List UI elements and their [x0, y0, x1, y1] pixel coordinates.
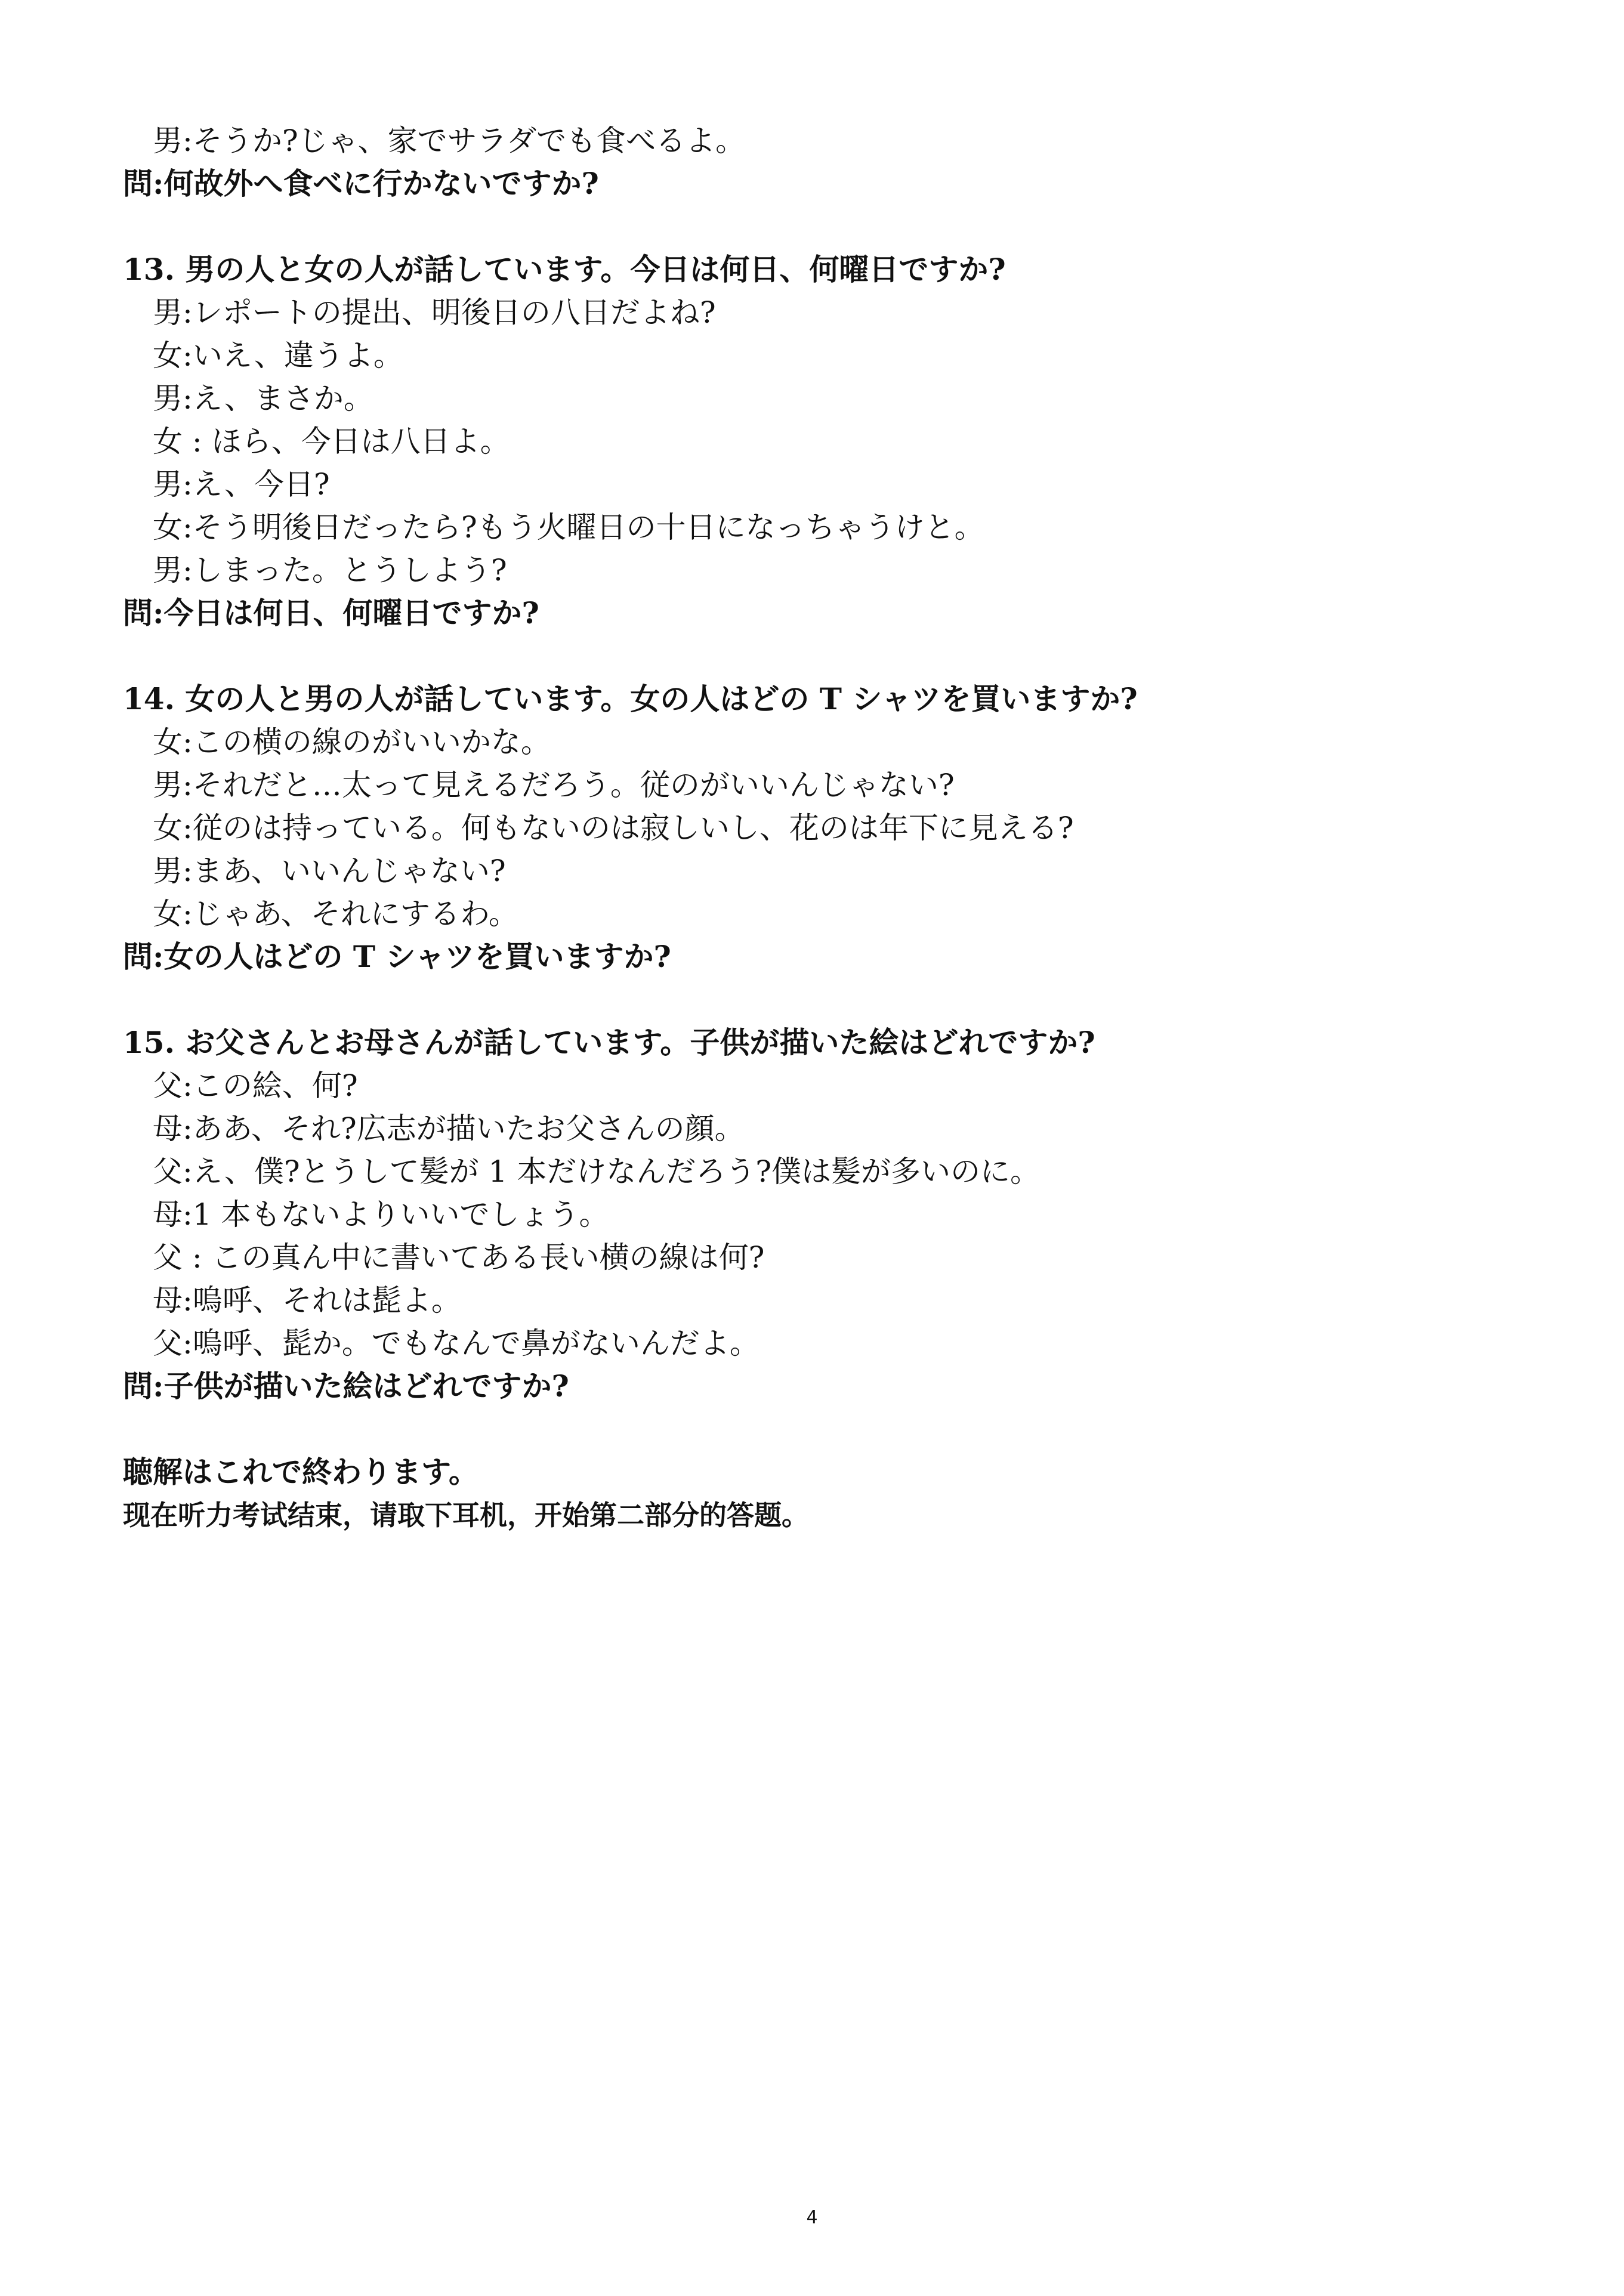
- dialogue-line: 母:ああ、それ?広志が描いたお父さんの顔。: [153, 1111, 745, 1146]
- spacer: [123, 1408, 1495, 1451]
- page-number: 4: [806, 2207, 818, 2228]
- q15-question: 問:子供が描いた絵はどれですか?: [123, 1368, 569, 1404]
- dialogue-line: 女:いえ、違うよ。: [153, 338, 403, 373]
- q14-title: 14. 女の人と男の人が話しています。女の人はどの T シャツを買いますか?: [123, 681, 1138, 716]
- dialogue-line: 女:そう明後日だったら?もう火曜日の十日になっちゃうけと。: [153, 510, 984, 545]
- dialogue-line: 母:嗚呼、それは髭よ。: [153, 1283, 461, 1318]
- dialogue-line: 父:嗚呼、髭か。でもなんで鼻がないんだよ。: [153, 1326, 759, 1361]
- ending-chinese: 现在听力考试结束，请取下耳机，开始第二部分的答题。: [123, 1499, 809, 1531]
- dialogue-line: 女:じゃあ、それにするわ。: [153, 897, 518, 931]
- q13-question: 問:今日は何日、何曜日ですか?: [123, 595, 539, 631]
- dialogue-line: 男:まあ、いいんじゃない?: [153, 854, 506, 888]
- ending-japanese: 聴解はこれで終わります。: [123, 1454, 478, 1490]
- spacer: [123, 205, 1495, 248]
- dialogue-line: 女 : ほら、今日は八日よ。: [153, 424, 510, 459]
- dialogue-line: 父 : この真ん中に書いてある長い横の線は何?: [153, 1240, 765, 1275]
- dialogue-line: 女:従のは持っている。何もないのは寂しいし、花のは年下に見える?: [153, 811, 1074, 845]
- spacer: [123, 978, 1495, 1021]
- dialogue-line: 父:え、僕?とうして髪が 1 本だけなんだろう?僕は髪が多いのに。: [153, 1154, 1041, 1189]
- spacer: [123, 635, 1495, 678]
- dialogue-line: 女:この横の線のがいいかな。: [153, 725, 551, 759]
- q14-question: 問:女の人はどの T シャツを買いますか?: [123, 939, 671, 974]
- dialogue-line: 男:え、今日?: [153, 467, 330, 502]
- page-content: [123, 119, 1495, 1537]
- dialogue-line: 父:この絵、何?: [153, 1068, 358, 1103]
- dialogue-line: 男:え、まさか。: [153, 381, 373, 416]
- dialogue-line: 男:しまった。とうしよう?: [153, 553, 507, 588]
- question-line: 問:何故外へ食べに行かないですか?: [123, 166, 599, 201]
- dialogue-line: 男:それだと…太って見えるだろう。従のがいいんじゃない?: [153, 768, 955, 802]
- dialogue-line: 母:1 本もないよりいいでしょう。: [153, 1197, 609, 1232]
- q13-title: 13. 男の人と女の人が話しています。今日は何日、何曜日ですか?: [123, 252, 1006, 287]
- dialogue-line: 男:そうか?じゃ、家でサラダでも食べるよ。: [153, 123, 746, 158]
- q15-title: 15. お父さんとお母さんが話しています。子供が描いた絵はどれですか?: [123, 1025, 1095, 1060]
- dialogue-line: 男:レポートの提出、明後日の八日だよね?: [153, 295, 716, 330]
